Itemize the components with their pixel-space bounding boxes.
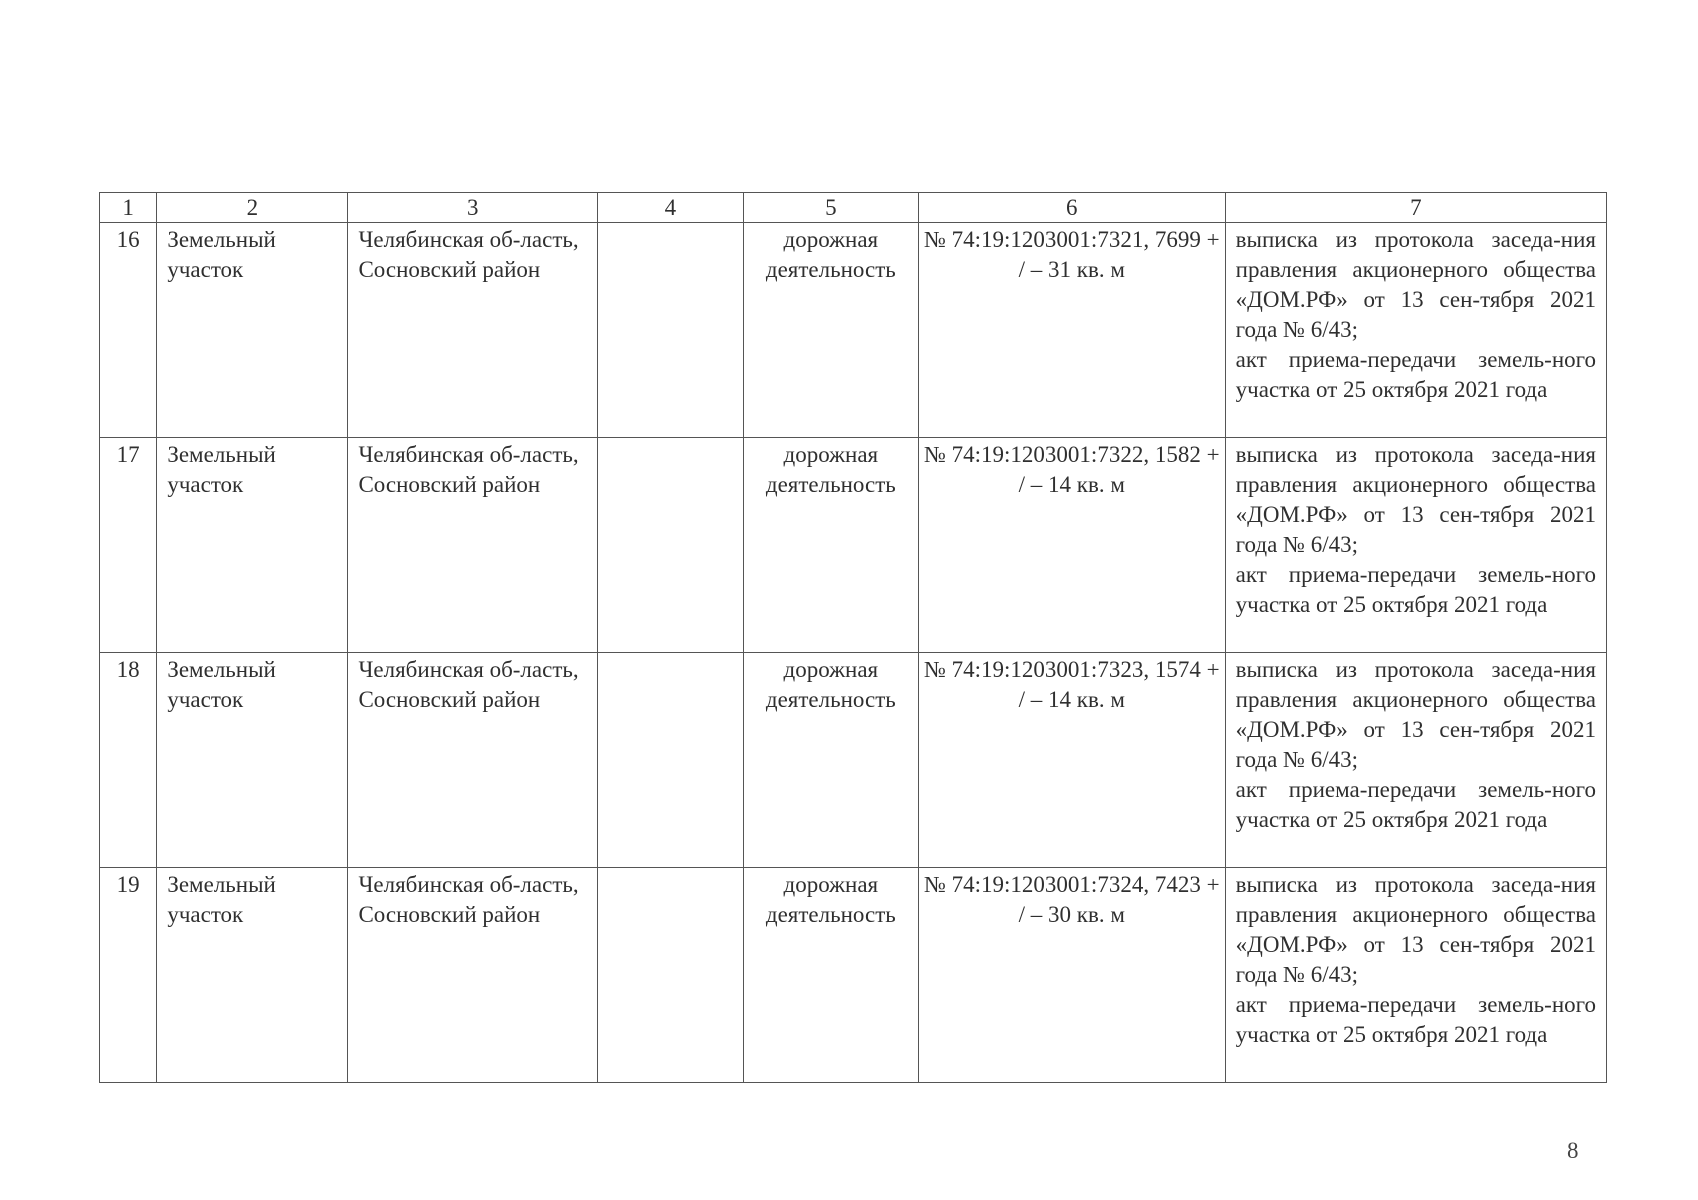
object-location: Челябинская об-ласть, Сосновский район [348,868,597,1083]
object-location: Челябинская об-ласть, Сосновский район [348,438,597,653]
property-registry-table [99,192,1607,1083]
protocol-extract-text: выписка из протокола заседа-ния правления акционерного общества «ДОМ.РФ» от 13 сен-тября 2021 года № 6/43; [1235,442,1596,557]
transfer-act-text: акт приема-передачи земель-ного участка от 25 октября 2021 года [1235,347,1596,402]
object-purpose: дорожная деятельность [743,868,918,1083]
empty-column-4 [597,438,743,653]
empty-column-4 [597,653,743,868]
transfer-act-text: акт приема-передачи земель-ного участка от 25 октября 2021 года [1235,992,1596,1047]
column-header-6: 6 [918,193,1225,223]
empty-column-4 [597,868,743,1083]
table-row [100,653,1607,868]
object-name: Земельный участок [157,223,348,438]
table-row [100,868,1607,1083]
protocol-extract-text: выписка из протокола заседа-ния правления акционерного общества «ДОМ.РФ» от 13 сен-тября 2021 года № 6/43; [1235,657,1596,772]
protocol-extract-text: выписка из протокола заседа-ния правления акционерного общества «ДОМ.РФ» от 13 сен-тября 2021 года № 6/43; [1235,227,1596,342]
column-header-5: 5 [743,193,918,223]
object-location: Челябинская об-ласть, Сосновский район [348,653,597,868]
cadastral-number-area: № 74:19:1203001:7323, 1574 + / – 14 кв. м [918,653,1225,868]
table-row [100,438,1607,653]
column-header-4: 4 [597,193,743,223]
basis-documents [1225,438,1606,653]
transfer-act-text: акт приема-передачи земель-ного участка от 25 октября 2021 года [1235,777,1596,832]
column-header-2: 2 [157,193,348,223]
basis-documents [1225,653,1606,868]
object-purpose: дорожная деятельность [743,653,918,868]
cadastral-number-area: № 74:19:1203001:7321, 7699 + / – 31 кв. м [918,223,1225,438]
empty-column-4 [597,223,743,438]
basis-documents [1225,223,1606,438]
object-name: Земельный участок [157,653,348,868]
cadastral-number-area: № 74:19:1203001:7322, 1582 + / – 14 кв. м [918,438,1225,653]
object-purpose: дорожная деятельность [743,223,918,438]
row-number: 18 [100,653,157,868]
basis-documents [1225,868,1606,1083]
column-header-7: 7 [1225,193,1606,223]
object-purpose: дорожная деятельность [743,438,918,653]
row-number: 19 [100,868,157,1083]
column-number-header-row [100,193,1607,223]
column-header-3: 3 [348,193,597,223]
row-number: 16 [100,223,157,438]
table-row [100,223,1607,438]
transfer-act-text: акт приема-передачи земель-ного участка от 25 октября 2021 года [1235,562,1596,617]
cadastral-number-area: № 74:19:1203001:7324, 7423 + / – 30 кв. м [918,868,1225,1083]
page-number: 8 [1567,1138,1579,1163]
protocol-extract-text: выписка из протокола заседа-ния правления акционерного общества «ДОМ.РФ» от 13 сен-тября 2021 года № 6/43; [1235,872,1596,987]
row-number: 17 [100,438,157,653]
object-name: Земельный участок [157,438,348,653]
column-header-1: 1 [100,193,157,223]
object-location: Челябинская об-ласть, Сосновский район [348,223,597,438]
object-name: Земельный участок [157,868,348,1083]
